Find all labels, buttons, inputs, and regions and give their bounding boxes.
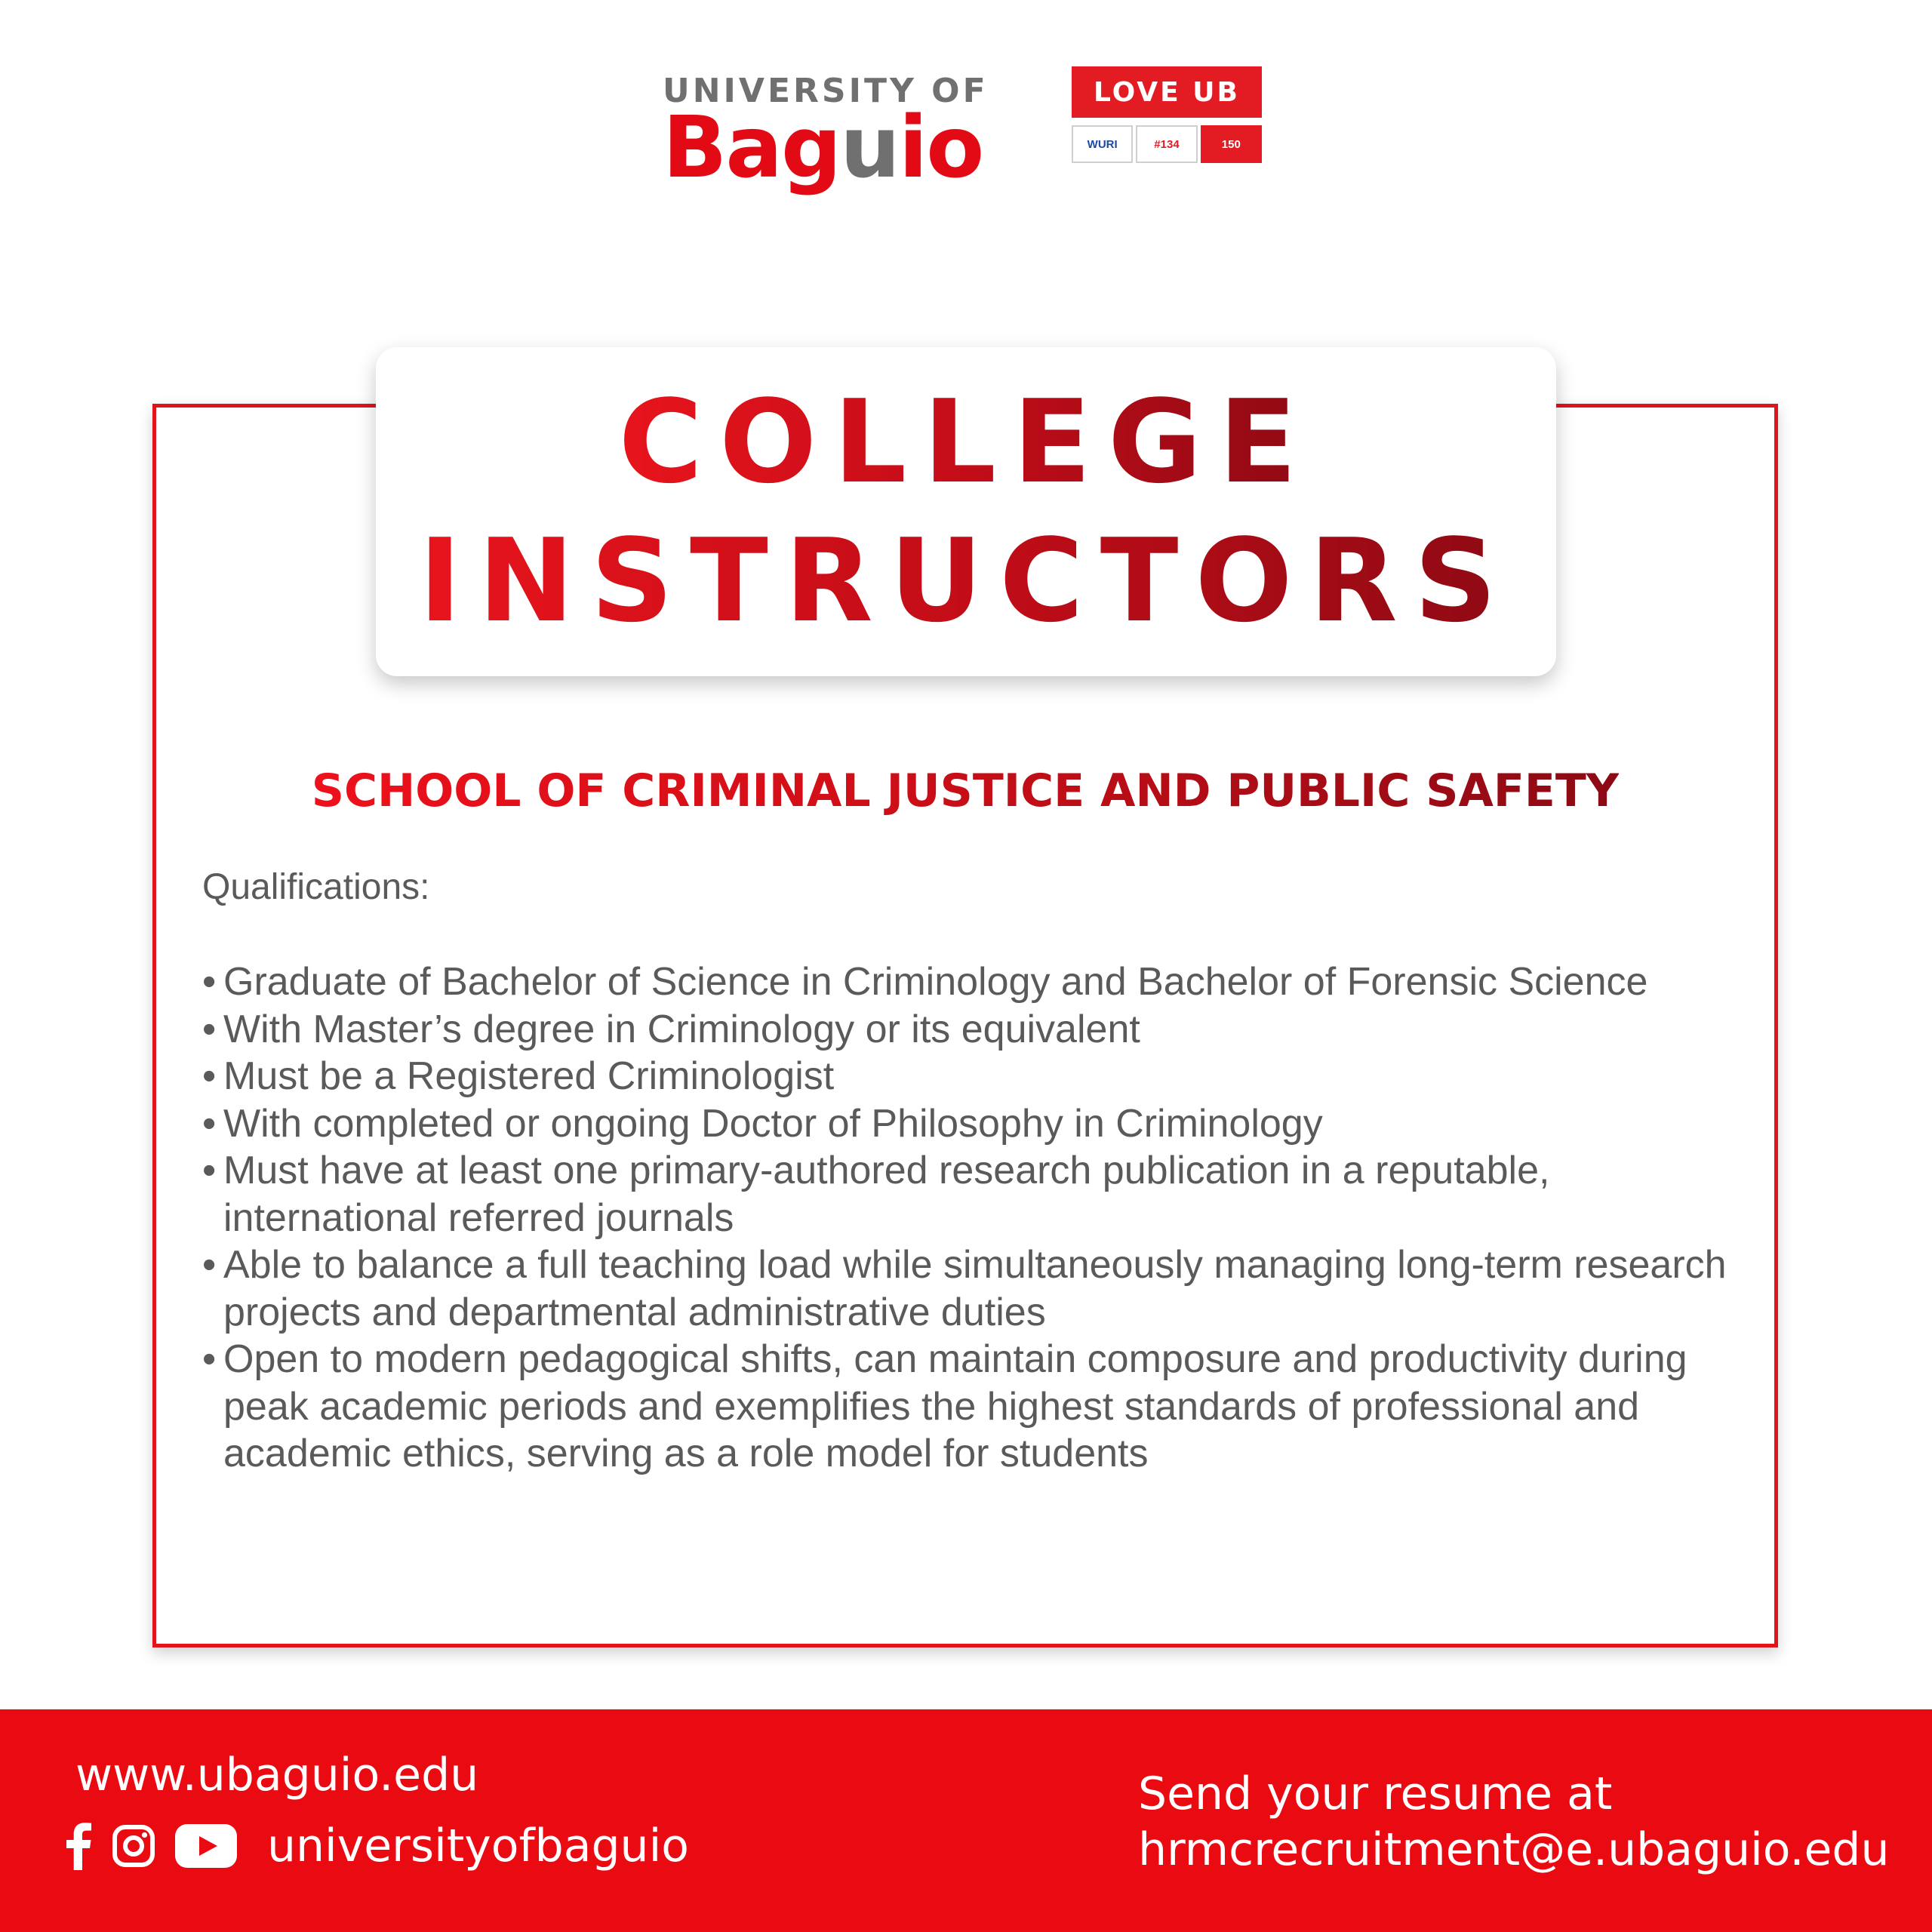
qualifications-label: Qualifications: <box>202 867 430 907</box>
bullet-icon: • <box>202 1007 217 1051</box>
recruitment-email[interactable]: hrmcrecruitment@e.ubaguio.edu <box>1138 1823 1890 1876</box>
list-item-text: With Master’s degree in Criminology or its equivalent <box>223 1007 1140 1051</box>
bullet-icon: • <box>202 960 217 1004</box>
qualifications-list <box>202 958 1757 1478</box>
social-handle[interactable]: universityofbaguio <box>267 1820 689 1872</box>
list-item-text: Must be a Registered Criminologist <box>223 1054 835 1098</box>
logo-word-part-2: u <box>840 99 899 197</box>
bullet-icon: • <box>202 1337 217 1381</box>
list-item <box>202 1147 1757 1241</box>
logo-wordmark <box>663 99 987 197</box>
logo-top-text: UNIVERSITY OF <box>663 72 989 110</box>
bullet-icon: • <box>202 1101 217 1146</box>
school-heading <box>152 761 1778 821</box>
social-links <box>65 1817 689 1875</box>
list-item-text: Must have at least one primary-authored research publication in a reputable, international referred journals <box>223 1149 1550 1240</box>
list-item-text: With completed or ongoing Doctor of Philosophy in Criminology <box>223 1101 1323 1146</box>
bullet-icon: • <box>202 1243 217 1287</box>
list-item <box>202 1006 1757 1054</box>
resume-instructions <box>1138 1766 1890 1878</box>
website-link[interactable]: www.ubaguio.edu <box>75 1749 479 1801</box>
list-item <box>202 958 1757 1006</box>
bullet-icon: • <box>202 1149 217 1192</box>
university-logo <box>663 72 989 197</box>
list-item <box>202 1336 1757 1478</box>
title-card <box>376 347 1556 676</box>
logo-word-part-3: io <box>898 99 983 197</box>
list-item <box>202 1100 1757 1148</box>
send-resume-text: Send your resume at <box>1138 1767 1613 1820</box>
rankings-strip <box>1072 125 1262 163</box>
list-item <box>202 1053 1757 1100</box>
list-item-text: Open to modern pedagogical shifts, can maintain composure and productivity during peak academic periods and exemplifies the highest standards of professional and academic ethics, serving as a role model for students <box>223 1337 1687 1475</box>
title-line-2: INSTRUCTORS <box>419 512 1513 651</box>
love-ub-badge <box>1072 66 1262 165</box>
bullet-icon: • <box>202 1054 217 1098</box>
love-ub-banner: LOVE UB <box>1072 66 1262 118</box>
ranking-cell-150: 150 <box>1201 125 1262 163</box>
list-item <box>202 1241 1757 1336</box>
list-item-text: Able to balance a full teaching load while simultaneously managing long-term research projects and departmental administrative duties <box>223 1243 1727 1334</box>
logo-word-part-1: Bag <box>663 99 841 197</box>
facebook-icon[interactable] <box>65 1822 92 1870</box>
ranking-cell-134: #134 <box>1136 125 1197 163</box>
list-item-text: Graduate of Bachelor of Science in Criminology and Bachelor of Forensic Science <box>223 960 1648 1004</box>
ranking-cell-wuri: WURI <box>1072 125 1133 163</box>
title-line-1: COLLEGE <box>619 373 1314 512</box>
school-heading-text: SCHOOL OF CRIMINAL JUSTICE AND PUBLIC SAFETY <box>311 764 1620 817</box>
instagram-icon[interactable] <box>112 1824 155 1868</box>
youtube-icon[interactable] <box>175 1824 237 1868</box>
